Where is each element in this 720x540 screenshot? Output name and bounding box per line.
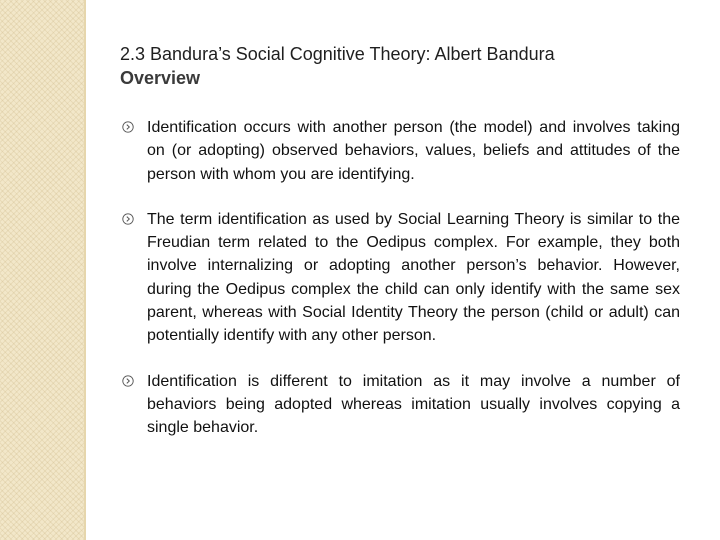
decorative-sidebar (0, 0, 84, 540)
circled-arrow-right-icon (122, 213, 134, 225)
title-line-1: 2.3 Bandura’s Social Cognitive Theory: Albert Bandura (120, 44, 555, 64)
title-line-2: Overview (120, 68, 201, 88)
bullet-text: Identification is different to imitation as it may involve a number of behaviors being adopted whereas imitation usually involves copying a single behavior. (147, 372, 680, 437)
circled-arrow-right-icon (122, 375, 134, 387)
bullet-list (120, 116, 680, 440)
bullet-item (120, 208, 680, 348)
bullet-text: Identification occurs with another person (the model) and involves taking on (or adopting) observed behaviors, values, beliefs and attitudes of the person with whom you are identifying. (147, 119, 680, 183)
sidebar-divider (84, 0, 86, 540)
circled-arrow-right-icon (122, 121, 134, 133)
bullet-item (120, 370, 680, 440)
bullet-item (120, 116, 680, 186)
bullet-text: The term identification as used by Social Learning Theory is similar to the Freudian term related to the Oedipus complex. For example, they both involve internalizing or adopting another person’s behavior. However, during the Oedipus complex the child can only identify with the same sex parent, whereas with Social Identity Theory the person (child or adult) can potentially identify with any other person. (147, 210, 680, 345)
slide-title (120, 42, 680, 90)
